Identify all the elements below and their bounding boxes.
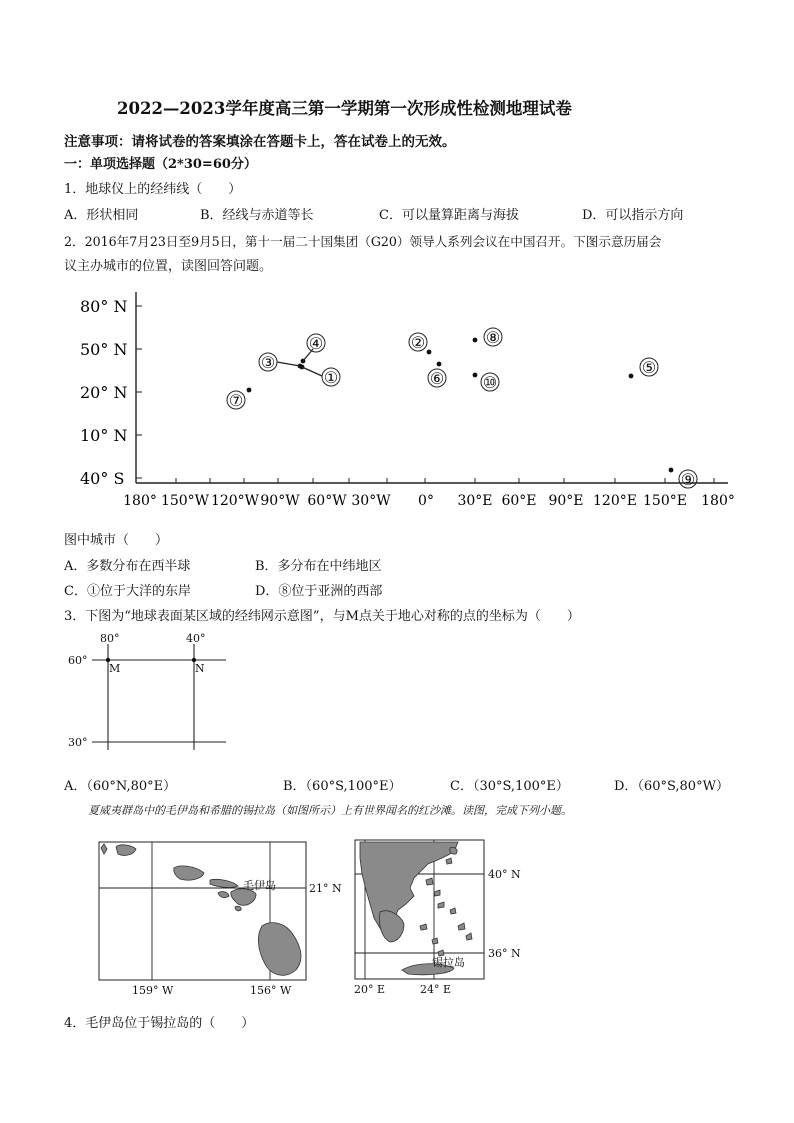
lon-label: 40° [186,632,206,645]
x-tick-label: 0° [418,493,434,509]
q1-stem: 1．地球仪上的经纬线（ ） [64,182,242,197]
q3-option-c: C．（30°S,100°E） [450,779,569,794]
q1-option-d: D．可以指示方向 [582,208,684,223]
point-m-label: M [109,662,121,675]
x-tick-label: 90°W [260,493,300,509]
molokai-island [218,892,229,898]
x-tick-label: 120°E [593,493,637,509]
lon-label: 80° [100,632,120,645]
lat-lon-grid [62,630,232,770]
q2-question: 图中城市（ ） [64,533,169,548]
q2-option-a: A．多数分布在西半球 [64,559,191,574]
y-tick-label: 50° N [80,340,128,359]
city-marker-3: ③ [260,353,276,372]
city-marker-4: ④ [308,334,324,353]
q3-option-d: D．（60°S,80°W） [614,779,729,794]
q3-option-a: A．（60°N,80°E） [64,779,177,794]
hawaii-lon-label: 159° W [132,984,174,997]
hawaii-lon-label: 156° W [250,984,292,997]
hawaii-map [98,840,342,1002]
city-marker-8: ⑧ [485,328,501,347]
q2-stem-line1: 2．2016年7月23日至9月5日，第十一届二十国集团（G20）领导人系列会议在中国召开。下图示意历届会 [64,234,662,249]
q2-option-b: B．多分布在中纬地区 [255,559,382,574]
q2-option-c: C．①位于大洋的东岸 [64,584,191,599]
q2-option-d: D．⑧位于亚洲的西部 [255,584,383,599]
city-marker-5: ⑤ [641,358,657,377]
q1-option-b: B．经线与赤道等长 [200,208,314,223]
x-tick-label: 150°E [643,493,687,509]
q1-option-a: A．形状相同 [64,208,139,223]
y-tick-label: 20° N [80,383,128,402]
x-tick-label: 30°W [351,493,391,509]
q3-option-b: B．（60°S,100°E） [283,779,402,794]
q2-stem-line2: 议主办城市的位置，读图回答问题。 [64,259,273,274]
greece-map [354,838,534,1002]
q1-option-c: C．可以量算距离与海拔 [379,208,519,223]
city-marker-2: ② [410,333,426,352]
g20-city-map [66,284,735,520]
x-tick-label: 150°W [160,493,210,509]
x-tick-label: 180° [701,493,735,509]
section-heading: 一：单项选择题（2*30=60分） [64,157,257,172]
greece-lat-label: 36° N [488,947,521,960]
greece-lon-label: 20° E [354,983,386,996]
x-tick-label: 120°W [210,493,260,509]
city-marker-6: ⑥ [429,369,445,388]
x-tick-label: 60°E [501,493,537,509]
q4-stem: 4．毛伊岛位于锡拉岛的（ ） [64,1016,255,1031]
point-n-label: N [195,662,205,675]
hawaii-lat-label: 21° N [309,882,342,895]
greece-lat-label: 40° N [488,868,521,881]
greece-lon-label: 24° E [420,983,452,996]
city-marker-10: ⑩ [482,373,498,392]
y-tick-label: 40° S [80,469,125,488]
lat-label: 60° [68,654,88,667]
q4-intro: 夏威夷群岛中的毛伊岛和希腊的锡拉岛（如图所示）上有世界闻名的红沙滩。读图，完成下列小题。 [88,804,572,817]
city-marker-7: ⑦ [228,391,244,410]
x-tick-label: 60°W [307,493,347,509]
notice: 注意事项：请将试卷的答案填涂在答题卡上，答在试卷上的无效。 [64,134,456,150]
page-title: 2022—2023学年度高三第一学期第一次形成性检测地理试卷 [117,99,572,118]
city-marker-9: ⑨ [680,470,696,489]
y-tick-label: 80° N [80,297,128,316]
maui-label: 毛伊岛 [243,879,276,892]
lat-label: 30° [68,736,88,749]
q3-stem: 3．下图为“地球表面某区域的经纬网示意图”，与M点关于地心对称的点的坐标为（ ） [64,609,580,624]
x-tick-label: 90°E [548,493,584,509]
y-tick-label: 10° N [80,426,128,445]
city-marker-1: ① [323,368,339,387]
x-tick-label: 30°E [457,493,493,509]
santorini-label: 锡拉岛 [432,956,465,969]
x-tick-label: 180° [123,493,157,509]
